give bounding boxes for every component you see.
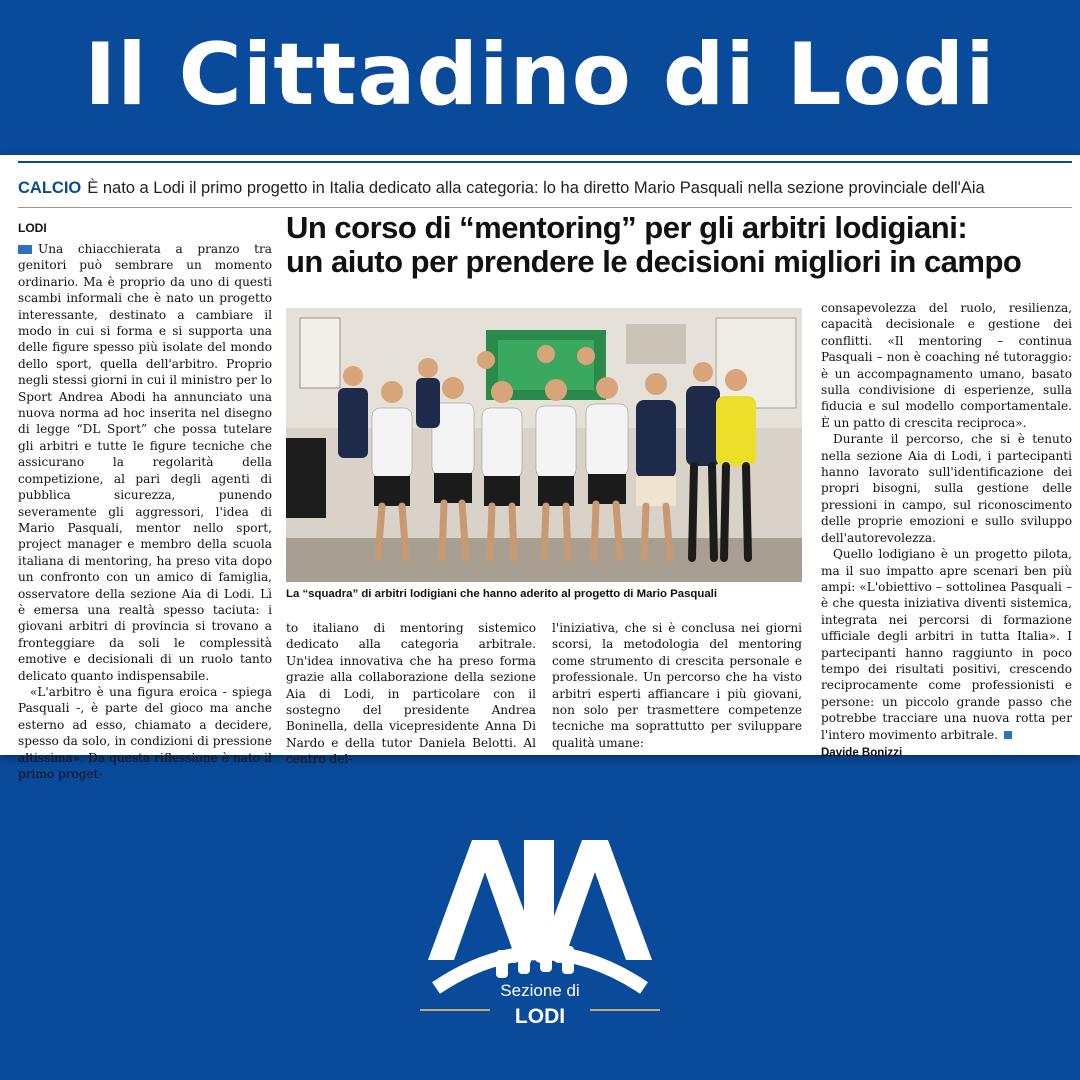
newspaper-clipping bbox=[0, 155, 1080, 781]
lead-square-icon bbox=[18, 245, 32, 254]
paragraph bbox=[821, 546, 1072, 743]
paragraph-text: Quello lodigiano è un progetto pilota, ma il suo impatto apre scenari ben più ampi: «L'obiettivo – sottolinea Pasquali – è che questa iniziativa diventi sistemica, integrata nei percorsi di formazione ufficiale degli arbitri in tutta Italia». I partecipanti hanno raggiunto in poco tempo dei risultati positivi, crescendo reciprocamente come professionisti e persone: un piccolo grande passo che potrebbe tracciare una nuova rotta per l'intero movimento arbitrale. bbox=[821, 547, 1072, 742]
article-column-4 bbox=[821, 300, 1072, 761]
photo-caption: La “squadra” di arbitri lodigiani che hanno aderito al progetto di Mario Pasquali bbox=[286, 588, 718, 600]
paragraph bbox=[18, 241, 272, 684]
article-column-3 bbox=[552, 620, 802, 751]
kicker-rule bbox=[18, 207, 1072, 208]
paragraph: l'iniziativa, che si è conclusa nei giorni scorsi, la metodologia del mentoring come strumento di crescita personale e professionale. Un percorso che ha visto arbitri esperti affiancare i più giovani, non solo per trasmettere competenze tecniche ma soprattutto per sviluppare qualità umane: bbox=[552, 621, 802, 750]
headline bbox=[286, 211, 1076, 279]
paragraph-text: Una chiacchierata a pranzo tra genitori può sembrare un momento ordinario. Ma è proprio da uno di questi scambi informali che è nato un progetto interessante, destinato a cambiare il modo in cui si forma e si supporta una delle figure spesso più isolate del mondo dello sport, quella dell'arbitro. Proprio negli stessi giorni in cui il ministro per lo Sport Andrea Abodi ha annunciato una nuova norma ad hoc inserita nel disegno di legge “DL Sport” che possa tutelare gli arbitri e tutte le figure tecniche che assicurano la regolarità della competizione, al pari degli agenti di pubblica sicurezza, punendo severamente gli aggressori, l'idea di Mario Pasquali, mentor nello sport, project manager e membro della scuola italiana di mentoring, ha preso vita dopo un confronto con un amico di famiglia, osservatore della sezione Aia di Lodi. Lì è emersa una realtà spesso taciuta: i giovani arbitri di provincia si trovano a fronteggiare da soli le complessità emotive e decisionali di un ruolo tanto delicato quanto indispensabile. bbox=[18, 242, 272, 683]
masthead bbox=[0, 0, 1080, 150]
paragraph: consapevolezza del ruolo, resilienza, capacità decisionale e gestione dei conflitti. «Il mentoring – continua Pasquali – non è coaching né tutoraggio: è un accompagnamento umano, basato sulla condivisione di esperienze, sulla fiducia e sul modello comportamentale. È un patto di crescita reciproca». bbox=[821, 301, 1072, 430]
masthead-title: Il Cittadino di Lodi bbox=[84, 25, 996, 125]
dateline: LODI bbox=[18, 221, 47, 235]
headline-line-2: un aiuto per prendere le decisioni migliori in campo bbox=[286, 244, 1022, 279]
kicker bbox=[18, 179, 1078, 198]
end-square-icon bbox=[1004, 731, 1012, 739]
paragraph: to italiano di mentoring sistemico dedicato alla categoria arbitrale. Un'idea innovativa che ha preso forma grazie alla collaborazione della sezione Aia di Lodi, in particolare con il sostegno del presidente Andrea Boninella, della vicepresidente Anna Di Nardo e della tutor Daniela Belotti. Al centro del- bbox=[286, 621, 536, 767]
article-column-2 bbox=[286, 620, 536, 768]
top-rule bbox=[18, 161, 1072, 163]
byline: Davide Bonizzi bbox=[821, 746, 903, 759]
logo-section-label: Sezione di bbox=[500, 981, 580, 1000]
group-photo bbox=[286, 308, 802, 582]
paragraph: «L'arbitro è una figura eroica - spiega Pasquali -, è parte del gioco ma anche esterno ad esso, chiamato a decidere, spesso da solo, in condizioni di pressione altissima». Da questa riflessione è nato il primo proget- bbox=[18, 684, 272, 781]
headline-line-1: Un corso di “mentoring” per gli arbitri lodigiani: bbox=[286, 210, 968, 245]
kicker-text: È nato a Lodi il primo progetto in Italia dedicato alla categoria: lo ha diretto Mario Pasquali nella sezione provinciale dell'Aia bbox=[87, 179, 985, 197]
kicker-tag: CALCIO bbox=[18, 179, 82, 197]
paragraph: Durante il percorso, che si è tenuto nella sezione Aia di Lodi, i partecipanti hanno lavorato sull'identificazione dei propri bisogni, sulla gestione delle pressioni in campo, sul riconoscimento delle proprie emozioni e sullo sviluppo dell'autorevolezza. bbox=[821, 432, 1072, 545]
logo-federation: FIGC bbox=[511, 943, 569, 968]
article-column-1 bbox=[18, 241, 272, 782]
footer bbox=[0, 755, 1080, 1080]
logo-city: LODI bbox=[514, 1005, 566, 1028]
group-photo-illustration bbox=[286, 308, 802, 582]
